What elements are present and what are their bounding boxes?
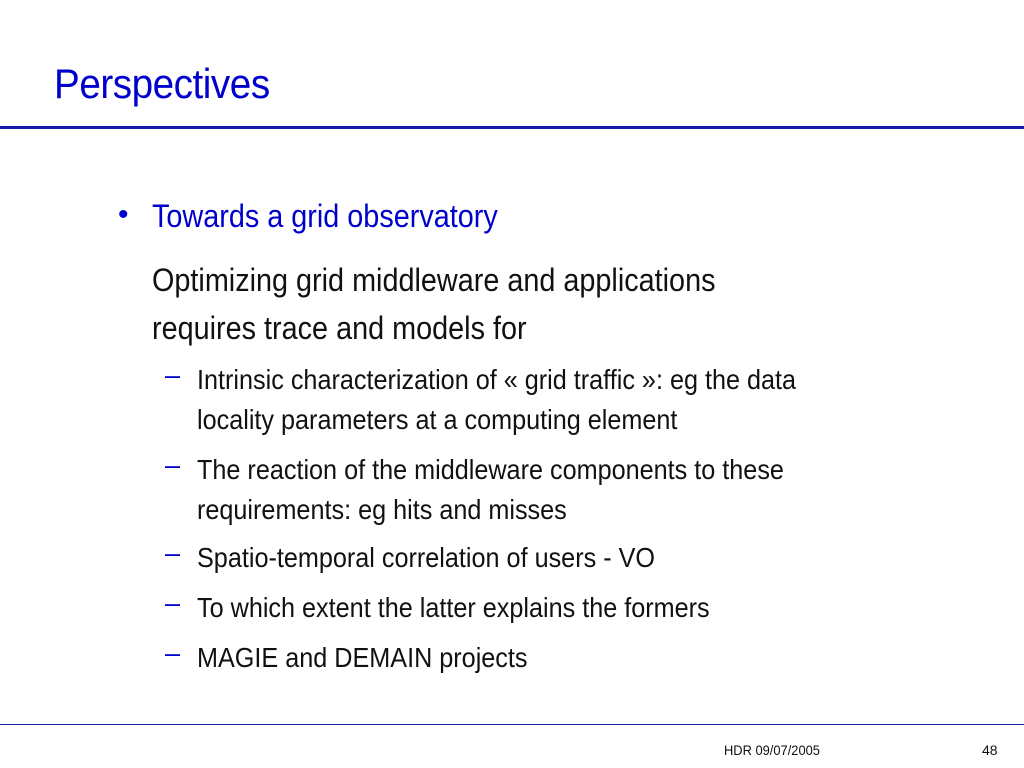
sub-bullet-text bbox=[197, 538, 655, 578]
sub-bullet-line: locality parameters at a computing element bbox=[197, 404, 678, 435]
sub-bullet-marker: – bbox=[165, 538, 181, 568]
sub-bullet-line: Spatio-temporal correlation of users - VO bbox=[197, 542, 656, 573]
body-paragraph bbox=[152, 256, 800, 352]
bullet-marker: • bbox=[118, 198, 129, 231]
paragraph-line: requires trace and models for bbox=[152, 310, 527, 346]
slide-title: Perspectives bbox=[54, 60, 270, 107]
sub-bullet-marker: – bbox=[165, 638, 181, 668]
sub-bullet-line: requirements: eg hits and misses bbox=[197, 494, 567, 525]
bullet-text: Towards a grid observatory bbox=[152, 198, 498, 234]
sub-bullet-text bbox=[197, 450, 784, 530]
footer-date: HDR 09/07/2005 bbox=[724, 742, 820, 758]
sub-bullet-line: To which extent the latter explains the formers bbox=[197, 592, 710, 623]
page-number: 48 bbox=[982, 742, 998, 758]
sub-bullet-text bbox=[197, 360, 796, 440]
title-divider bbox=[0, 126, 1024, 129]
paragraph-line: Optimizing grid middleware and applications bbox=[152, 262, 716, 298]
sub-bullet-marker: – bbox=[165, 450, 181, 480]
sub-bullet-line: The reaction of the middleware components to these bbox=[197, 454, 784, 485]
sub-bullet-marker: – bbox=[165, 360, 181, 390]
sub-bullet-line: Intrinsic characterization of « grid traffic »: eg the data bbox=[197, 364, 797, 395]
footer-divider bbox=[0, 724, 1024, 725]
sub-bullet-text bbox=[197, 588, 710, 628]
sub-bullet-text bbox=[197, 638, 528, 678]
sub-bullet-marker: – bbox=[165, 588, 181, 618]
sub-bullet-line: MAGIE and DEMAIN projects bbox=[197, 642, 528, 673]
